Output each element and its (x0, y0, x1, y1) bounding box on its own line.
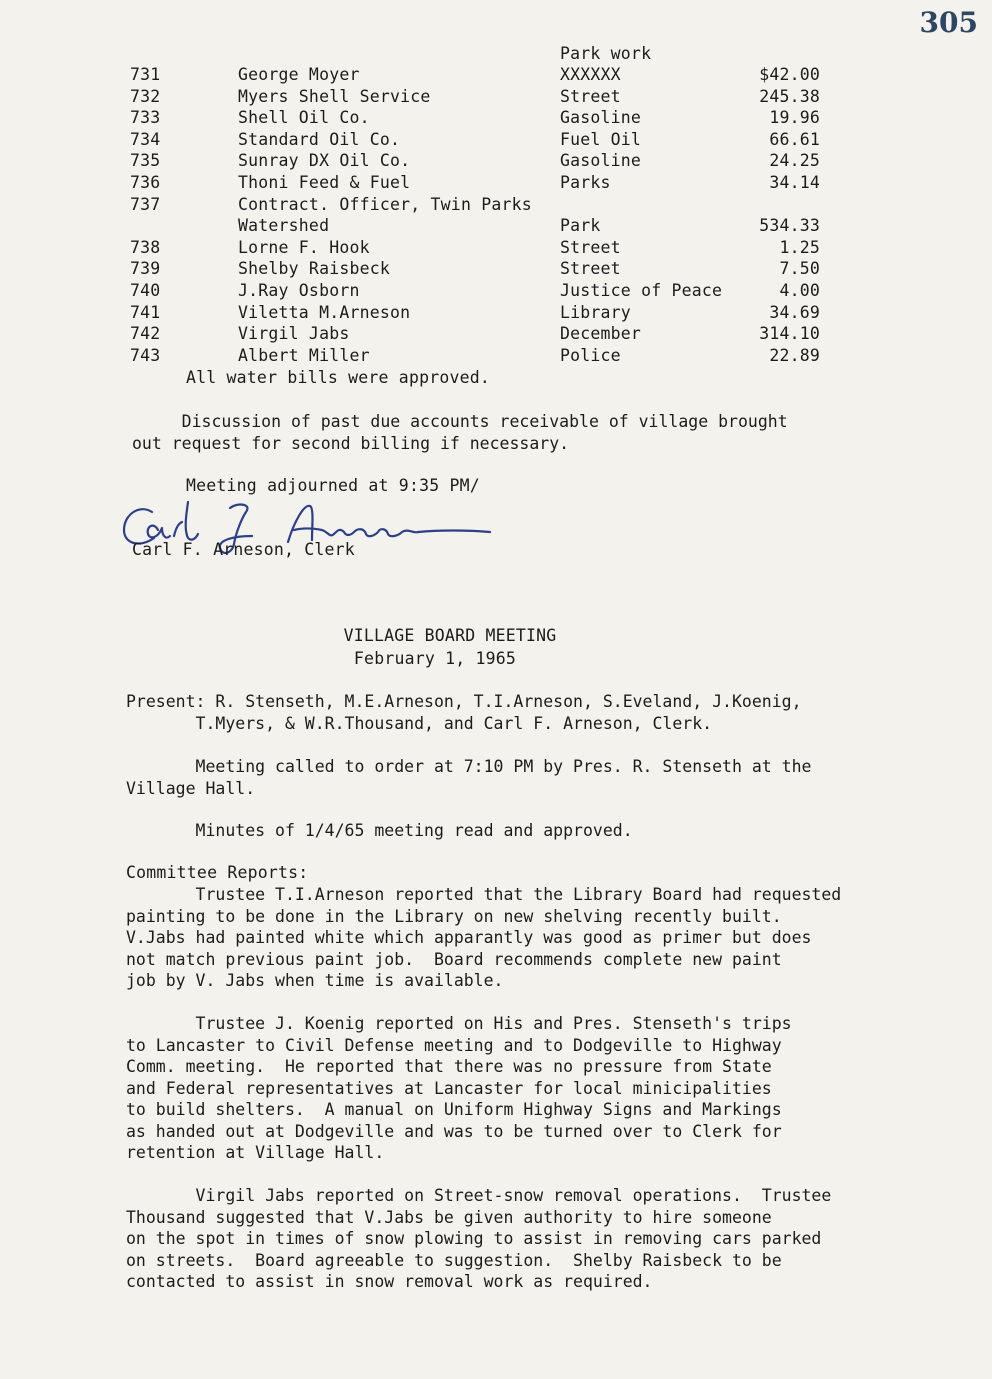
clerk-line: Carl F. Arneson, Clerk (132, 540, 355, 559)
ledger-check-number: 732 (130, 86, 161, 106)
jabs-report-paragraph: Virgil Jabs reported on Street-snow removal operations. Trustee Thousand suggested that V.Jabs be given authority to hire someone on the spot in times of snow plowing to assist in removing cars parked on streets. Board agreeable to suggestion. Shelby Raisbeck to be contacted to assist in snow removal work as required. (126, 1186, 832, 1291)
ledger-category: Park (560, 216, 601, 236)
ledger-amount: 34.14 (769, 173, 820, 192)
ledger-check-number: 734 (130, 129, 161, 149)
ledger-category: Police (560, 345, 621, 365)
ledger-payee: Albert Miller (238, 345, 370, 365)
ledger-payee: Viletta M.Arneson (238, 302, 411, 322)
ledger-category: Street (560, 259, 621, 279)
ledger-category: December (560, 324, 642, 344)
ledger-amount: 34.69 (769, 302, 820, 322)
ledger-category: Gasoline (560, 108, 642, 128)
ledger-amount: 245.38 (759, 86, 820, 106)
ledger-amount: 534.33 (759, 216, 820, 236)
ledger-payee: George Moyer (238, 65, 360, 84)
ledger-payee: Contract. Officer, Twin Parks (238, 194, 532, 214)
minutes-approved-line: Minutes of 1/4/65 meeting read and approved. (126, 821, 633, 840)
ledger-category: Street (560, 86, 621, 106)
ledger-check-number: 733 (130, 108, 161, 128)
meeting-date: February 1, 1965 (353, 649, 517, 668)
ledger-header-category: Park work (560, 44, 652, 63)
ledger-amount: 314.10 (759, 324, 820, 344)
present-list: Present: R. Stenseth, M.E.Arneson, T.I.Arneson, S.Eveland, J.Koenig, T.Myers, & W.R.Thousand, and Carl F. Arneson, Clerk. (126, 692, 802, 733)
ledger-category: Street (560, 237, 621, 257)
discussion-paragraph: Discussion of past due accounts receivable of village brought out request for second billing if necessary. (132, 412, 788, 453)
ledger-payee: Watershed (238, 216, 330, 236)
ledger-category: Parks (560, 173, 611, 192)
ledger-amount: 22.89 (769, 345, 820, 365)
ledger-payee: Lorne F. Hook (238, 237, 370, 257)
ledger-amount: 1.25 (779, 237, 820, 257)
ledger-amount: 4.00 (779, 281, 820, 300)
ledger-amount: 66.61 (769, 129, 820, 149)
ledger-payee: Shell Oil Co. (238, 108, 370, 128)
koenig-report-paragraph: Trustee J. Koenig reported on His and Pres. Stenseth's trips to Lancaster to Civil Defense meeting and to Dodgeville to Highway Comm. meeting. He reported that there was no pressure from State and Federal representatives at Lancaster for local minicipalities to build shelters. A manual on Uniform Highway Signs and Markings as handed out at Dodgeville and was to be turned over to Clerk for retention at Village Hall. (126, 1014, 792, 1162)
ledger-category: XXXXXX (560, 65, 621, 84)
ledger-payee: Shelby Raisbeck (238, 259, 391, 279)
ledger-payee: Thoni Feed & Fuel (238, 173, 411, 192)
ledger-payee: Myers Shell Service (238, 86, 431, 106)
ledger-check-number: 741 (130, 302, 161, 322)
ledger-check-number: 731 (130, 65, 161, 84)
ledger-amount: 24.25 (769, 151, 820, 171)
ledger-check-number: 743 (130, 345, 161, 365)
ledger-check-number: 736 (130, 173, 161, 192)
called-to-order-paragraph: Meeting called to order at 7:10 PM by Pres. R. Stenseth at the Village Hall. (126, 757, 812, 798)
ledger-category: Gasoline (560, 151, 642, 171)
ledger-payee: Sunray DX Oil Co. (238, 151, 411, 171)
ledger-payee: J.Ray Osborn (238, 281, 360, 300)
ledger-amount: 7.50 (779, 259, 820, 279)
committee-reports-heading: Committee Reports: (126, 863, 309, 882)
ledger-category: Fuel Oil (560, 129, 642, 149)
ledger-amount: $42.00 (759, 65, 820, 84)
ledger-category: Library (560, 302, 631, 322)
meeting-title: VILLAGE BOARD MEETING (343, 626, 557, 645)
ledger-amount: 19.96 (769, 108, 820, 128)
water-bills-note: All water bills were approved. (186, 368, 491, 387)
ledger-check-number: 739 (130, 259, 161, 279)
ledger-payee: Virgil Jabs (238, 324, 350, 344)
page-number: 305 (919, 6, 978, 39)
library-report-paragraph: Trustee T.I.Arneson reported that the Library Board had requested painting to be done in the Library on new shelving recently built. V.Jabs had painted white which apparantly was good as primer but does not match previous paint job. Board recommends complete new paint job by V. Jabs when time is available. (126, 885, 842, 990)
ledger-check-number: 735 (130, 151, 161, 171)
ledger-check-number: 742 (130, 324, 161, 344)
ledger-check-number: 738 (130, 237, 161, 257)
ledger-category: Justice of Peace (560, 281, 723, 300)
ledger-check-number: 740 (130, 281, 161, 300)
ledger-check-number: 737 (130, 194, 161, 214)
ledger-payee: Standard Oil Co. (238, 129, 401, 149)
adjourned-line: Meeting adjourned at 9:35 PM/ (186, 476, 480, 495)
